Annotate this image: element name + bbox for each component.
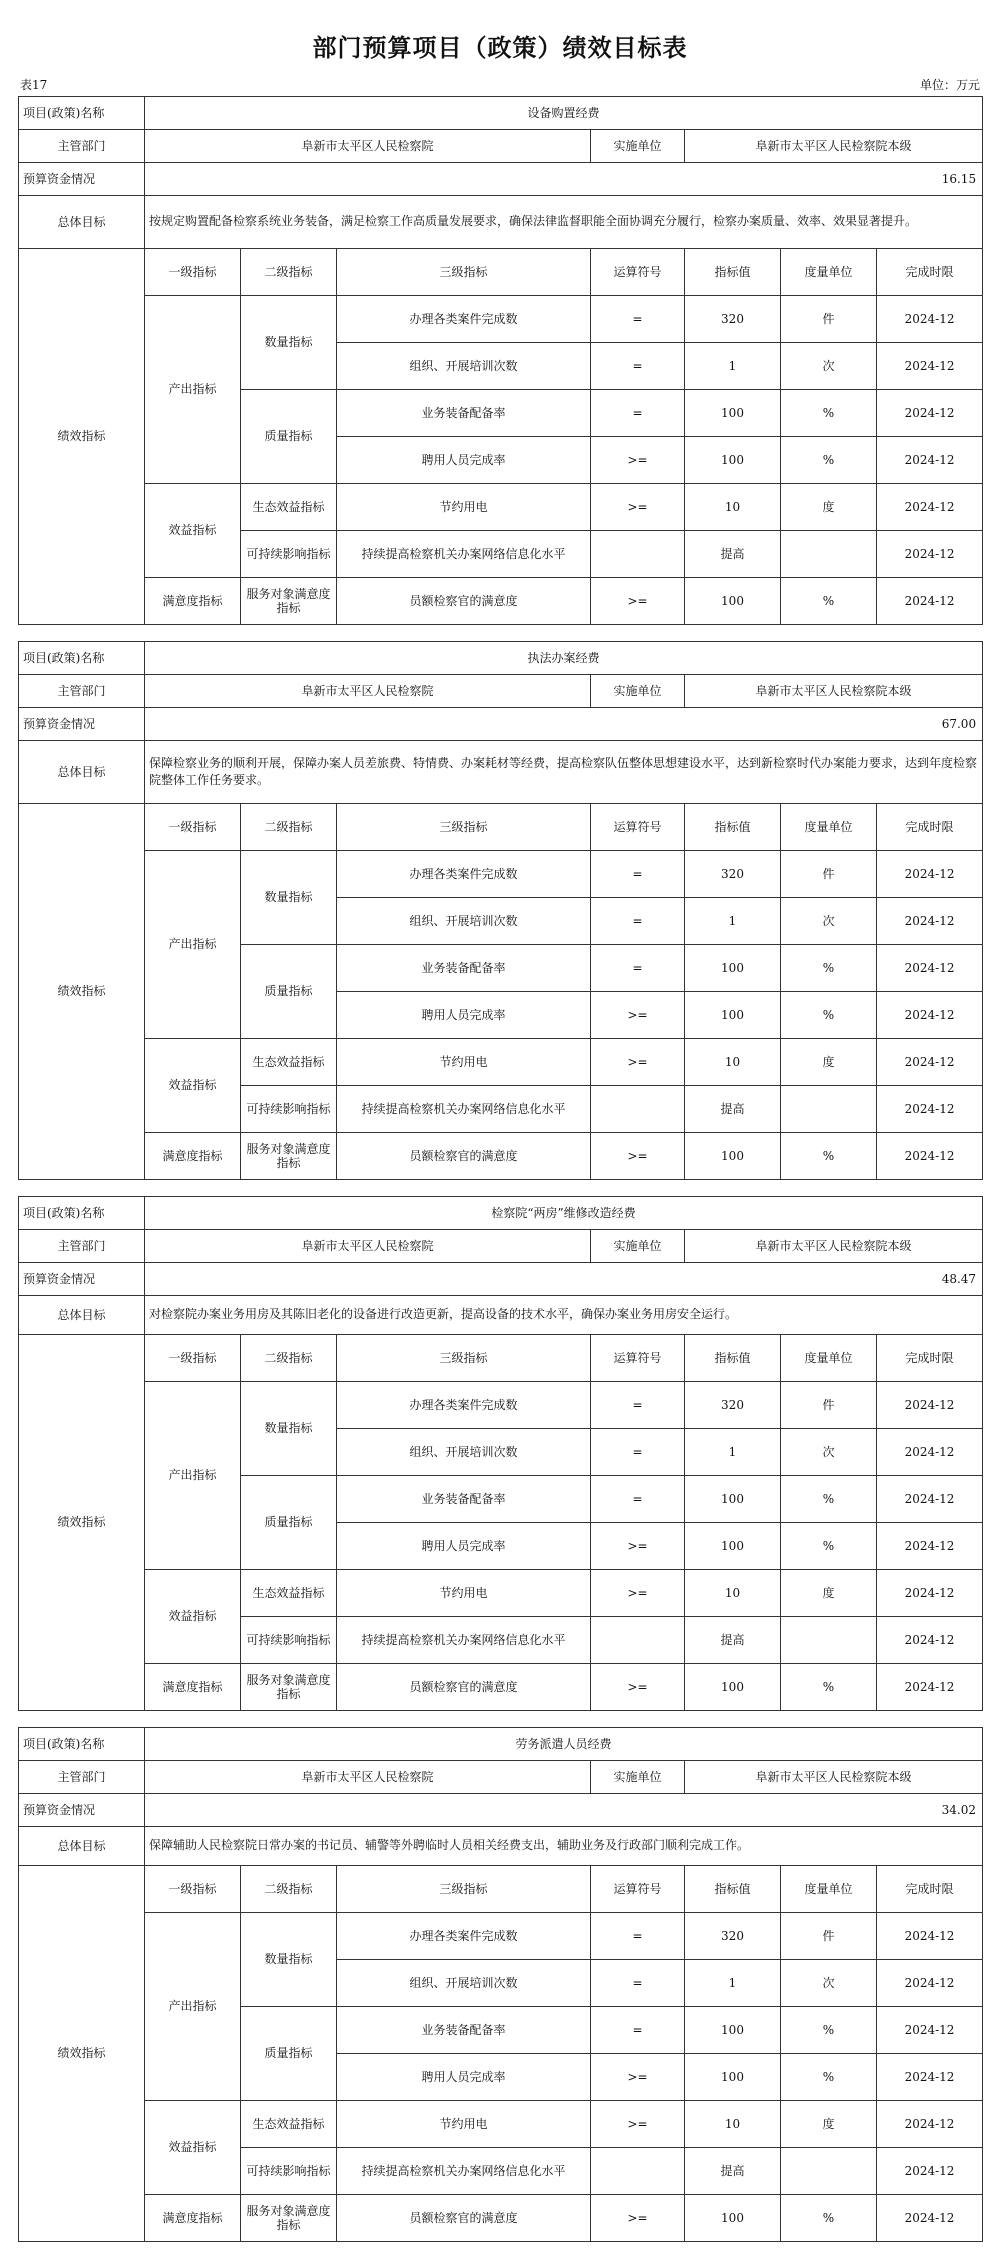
indicator-row bbox=[19, 1133, 983, 1180]
level3-indicator: 业务装备配备率 bbox=[337, 390, 591, 437]
operator-cell: >= bbox=[591, 1664, 685, 1711]
operator-cell: = bbox=[591, 898, 685, 945]
measure-unit-cell: % bbox=[781, 578, 877, 625]
level2-indicator: 服务对象满意度指标 bbox=[241, 2195, 337, 2242]
deadline-cell: 2024-12 bbox=[877, 898, 983, 945]
level3-indicator: 办理各类案件完成数 bbox=[337, 851, 591, 898]
level1-indicator: 效益指标 bbox=[145, 2101, 241, 2195]
level3-indicator: 聘用人员完成率 bbox=[337, 437, 591, 484]
level2-indicator: 质量指标 bbox=[241, 390, 337, 484]
project-name-value: 检察院“两房”维修改造经费 bbox=[145, 1197, 983, 1230]
operator-cell: >= bbox=[591, 1133, 685, 1180]
department-value: 阜新市太平区人民检察院 bbox=[145, 1230, 591, 1263]
level3-indicator: 员额检察官的满意度 bbox=[337, 1133, 591, 1180]
target-value-cell: 100 bbox=[685, 1523, 781, 1570]
indicator-row bbox=[19, 578, 983, 625]
level3-indicator: 节约用电 bbox=[337, 2101, 591, 2148]
operator-header: 运算符号 bbox=[591, 1866, 685, 1913]
level1-indicator: 产出指标 bbox=[145, 1913, 241, 2101]
overall-goal-row bbox=[19, 1827, 983, 1866]
page-title: 部门预算项目（政策）绩效目标表 bbox=[312, 33, 688, 62]
measure-unit-cell: % bbox=[781, 1476, 877, 1523]
indicator-header-row bbox=[19, 249, 983, 296]
budget-row bbox=[19, 1263, 983, 1296]
target-value-header: 指标值 bbox=[685, 1866, 781, 1913]
target-value-cell: 1 bbox=[685, 1960, 781, 2007]
project-name-row bbox=[19, 1197, 983, 1230]
level2-header: 二级指标 bbox=[241, 1335, 337, 1382]
operator-cell: = bbox=[591, 1960, 685, 2007]
target-value-cell: 100 bbox=[685, 1476, 781, 1523]
level3-indicator: 员额检察官的满意度 bbox=[337, 1664, 591, 1711]
deadline-cell: 2024-12 bbox=[877, 1960, 983, 2007]
budget-row bbox=[19, 163, 983, 196]
target-value-cell: 提高 bbox=[685, 531, 781, 578]
deadline-cell: 2024-12 bbox=[877, 1429, 983, 1476]
operator-cell: = bbox=[591, 851, 685, 898]
indicator-row bbox=[19, 1913, 983, 1960]
level2-indicator: 质量指标 bbox=[241, 1476, 337, 1570]
measure-unit-header: 度量单位 bbox=[781, 1866, 877, 1913]
level3-indicator: 办理各类案件完成数 bbox=[337, 1382, 591, 1429]
budget-value: 48.47 bbox=[145, 1263, 983, 1296]
budget-label: 预算资金情况 bbox=[19, 708, 145, 741]
department-row bbox=[19, 675, 983, 708]
budget-label: 预算资金情况 bbox=[19, 163, 145, 196]
deadline-cell: 2024-12 bbox=[877, 1086, 983, 1133]
department-value: 阜新市太平区人民检察院 bbox=[145, 675, 591, 708]
level2-indicator: 生态效益指标 bbox=[241, 1570, 337, 1617]
measure-unit-cell: % bbox=[781, 2007, 877, 2054]
operator-cell: = bbox=[591, 343, 685, 390]
target-value-cell: 320 bbox=[685, 296, 781, 343]
project-tables bbox=[18, 96, 982, 2258]
deadline-cell: 2024-12 bbox=[877, 531, 983, 578]
deadline-header: 完成时限 bbox=[877, 249, 983, 296]
target-value-cell: 100 bbox=[685, 578, 781, 625]
deadline-cell: 2024-12 bbox=[877, 1133, 983, 1180]
level3-indicator: 组织、开展培训次数 bbox=[337, 343, 591, 390]
project-name-row bbox=[19, 1728, 983, 1761]
operator-cell bbox=[591, 531, 685, 578]
target-value-cell: 提高 bbox=[685, 1617, 781, 1664]
overall-goal-row bbox=[19, 1296, 983, 1335]
level2-indicator: 生态效益指标 bbox=[241, 1039, 337, 1086]
operator-cell bbox=[591, 2148, 685, 2195]
deadline-cell: 2024-12 bbox=[877, 1913, 983, 1960]
performance-indicators-label: 绩效指标 bbox=[19, 1335, 145, 1711]
overall-goal-label: 总体目标 bbox=[19, 741, 145, 804]
operator-cell bbox=[591, 1617, 685, 1664]
deadline-cell: 2024-12 bbox=[877, 484, 983, 531]
operator-cell: >= bbox=[591, 578, 685, 625]
deadline-cell: 2024-12 bbox=[877, 437, 983, 484]
overall-goal-label: 总体目标 bbox=[19, 1296, 145, 1335]
target-value-cell: 320 bbox=[685, 1913, 781, 1960]
target-value-header: 指标值 bbox=[685, 804, 781, 851]
measure-unit-cell: 度 bbox=[781, 2101, 877, 2148]
target-value-cell: 100 bbox=[685, 992, 781, 1039]
overall-goal-text: 保障辅助人民检察院日常办案的书记员、辅警等外聘临时人员相关经费支出，辅助业务及行政部门顺利完成工作。 bbox=[145, 1827, 983, 1866]
measure-unit-cell: 度 bbox=[781, 1570, 877, 1617]
operator-cell: >= bbox=[591, 992, 685, 1039]
operator-cell bbox=[591, 1086, 685, 1133]
deadline-cell: 2024-12 bbox=[877, 343, 983, 390]
indicator-row bbox=[19, 296, 983, 343]
project-name-value: 劳务派遣人员经费 bbox=[145, 1728, 983, 1761]
measure-unit-cell bbox=[781, 1086, 877, 1133]
operator-cell: = bbox=[591, 390, 685, 437]
level3-header: 三级指标 bbox=[337, 1335, 591, 1382]
measure-unit-cell: 次 bbox=[781, 343, 877, 390]
level3-indicator: 聘用人员完成率 bbox=[337, 992, 591, 1039]
level1-indicator: 效益指标 bbox=[145, 1570, 241, 1664]
level3-indicator: 员额检察官的满意度 bbox=[337, 2195, 591, 2242]
executing-unit-value: 阜新市太平区人民检察院本级 bbox=[685, 130, 983, 163]
target-value-cell: 320 bbox=[685, 851, 781, 898]
target-value-cell: 100 bbox=[685, 945, 781, 992]
executing-unit-value: 阜新市太平区人民检察院本级 bbox=[685, 1761, 983, 1794]
deadline-cell: 2024-12 bbox=[877, 2007, 983, 2054]
measure-unit-cell: % bbox=[781, 2054, 877, 2101]
deadline-cell: 2024-12 bbox=[877, 851, 983, 898]
target-value-header: 指标值 bbox=[685, 249, 781, 296]
level2-indicator: 数量指标 bbox=[241, 851, 337, 945]
deadline-header: 完成时限 bbox=[877, 1866, 983, 1913]
level3-indicator: 员额检察官的满意度 bbox=[337, 578, 591, 625]
measure-unit-cell: % bbox=[781, 2195, 877, 2242]
level3-indicator: 聘用人员完成率 bbox=[337, 2054, 591, 2101]
operator-cell: >= bbox=[591, 2101, 685, 2148]
indicator-row bbox=[19, 484, 983, 531]
table-number: 表17 bbox=[20, 78, 48, 92]
operator-cell: >= bbox=[591, 437, 685, 484]
level3-indicator: 业务装备配备率 bbox=[337, 2007, 591, 2054]
indicator-row bbox=[19, 1039, 983, 1086]
deadline-cell: 2024-12 bbox=[877, 1523, 983, 1570]
measure-unit-header: 度量单位 bbox=[781, 804, 877, 851]
overall-goal-row bbox=[19, 196, 983, 249]
level2-indicator: 可持续影响指标 bbox=[241, 1086, 337, 1133]
level1-indicator: 产出指标 bbox=[145, 1382, 241, 1570]
overall-goal-text: 保障检察业务的顺利开展，保障办案人员差旅费、特情费、办案耗材等经费，提高检察队伍整体思想建设水平，达到新检察时代办案能力要求，达到年度检察院整体工作任务要求。 bbox=[145, 741, 983, 804]
level3-indicator: 组织、开展培训次数 bbox=[337, 898, 591, 945]
indicator-row bbox=[19, 1664, 983, 1711]
measure-unit-cell: % bbox=[781, 437, 877, 484]
measure-unit-cell: 次 bbox=[781, 1960, 877, 2007]
deadline-cell: 2024-12 bbox=[877, 1570, 983, 1617]
department-value: 阜新市太平区人民检察院 bbox=[145, 1761, 591, 1794]
level2-indicator: 可持续影响指标 bbox=[241, 2148, 337, 2195]
target-value-header: 指标值 bbox=[685, 1335, 781, 1382]
measure-unit-cell: 件 bbox=[781, 1382, 877, 1429]
department-label: 主管部门 bbox=[19, 1230, 145, 1263]
project-table bbox=[18, 96, 983, 625]
indicator-row bbox=[19, 851, 983, 898]
deadline-header: 完成时限 bbox=[877, 804, 983, 851]
overall-goal-row bbox=[19, 741, 983, 804]
target-value-cell: 320 bbox=[685, 1382, 781, 1429]
level3-indicator: 办理各类案件完成数 bbox=[337, 1913, 591, 1960]
overall-goal-text: 对检察院办案业务用房及其陈旧老化的设备进行改造更新，提高设备的技术水平，确保办案业务用房安全运行。 bbox=[145, 1296, 983, 1335]
level2-indicator: 服务对象满意度指标 bbox=[241, 1133, 337, 1180]
department-label: 主管部门 bbox=[19, 675, 145, 708]
level3-indicator: 业务装备配备率 bbox=[337, 945, 591, 992]
measure-unit-header: 度量单位 bbox=[781, 249, 877, 296]
executing-unit-value: 阜新市太平区人民检察院本级 bbox=[685, 1230, 983, 1263]
operator-cell: >= bbox=[591, 1570, 685, 1617]
budget-row bbox=[19, 1794, 983, 1827]
executing-unit-label: 实施单位 bbox=[591, 1230, 685, 1263]
executing-unit-label: 实施单位 bbox=[591, 675, 685, 708]
level3-indicator: 组织、开展培训次数 bbox=[337, 1429, 591, 1476]
measure-unit-cell: % bbox=[781, 390, 877, 437]
target-value-cell: 1 bbox=[685, 1429, 781, 1476]
level2-indicator: 可持续影响指标 bbox=[241, 1617, 337, 1664]
performance-indicators-label: 绩效指标 bbox=[19, 249, 145, 625]
operator-cell: = bbox=[591, 1382, 685, 1429]
indicator-row bbox=[19, 1570, 983, 1617]
project-table bbox=[18, 1727, 983, 2242]
department-value: 阜新市太平区人民检察院 bbox=[145, 130, 591, 163]
deadline-cell: 2024-12 bbox=[877, 390, 983, 437]
executing-unit-value: 阜新市太平区人民检察院本级 bbox=[685, 675, 983, 708]
level2-header: 二级指标 bbox=[241, 1866, 337, 1913]
executing-unit-label: 实施单位 bbox=[591, 1761, 685, 1794]
operator-cell: = bbox=[591, 1476, 685, 1523]
level3-indicator: 节约用电 bbox=[337, 1039, 591, 1086]
deadline-cell: 2024-12 bbox=[877, 2054, 983, 2101]
target-value-cell: 提高 bbox=[685, 2148, 781, 2195]
level2-indicator: 可持续影响指标 bbox=[241, 531, 337, 578]
operator-header: 运算符号 bbox=[591, 1335, 685, 1382]
deadline-cell: 2024-12 bbox=[877, 1617, 983, 1664]
level3-indicator: 业务装备配备率 bbox=[337, 1476, 591, 1523]
budget-value: 34.02 bbox=[145, 1794, 983, 1827]
target-value-cell: 100 bbox=[685, 2007, 781, 2054]
operator-cell: = bbox=[591, 945, 685, 992]
overall-goal-label: 总体目标 bbox=[19, 196, 145, 249]
level2-indicator: 数量指标 bbox=[241, 1382, 337, 1476]
performance-indicators-label: 绩效指标 bbox=[19, 804, 145, 1180]
operator-cell: = bbox=[591, 296, 685, 343]
deadline-cell: 2024-12 bbox=[877, 1476, 983, 1523]
operator-header: 运算符号 bbox=[591, 249, 685, 296]
level2-indicator: 服务对象满意度指标 bbox=[241, 1664, 337, 1711]
level3-indicator: 组织、开展培训次数 bbox=[337, 1960, 591, 2007]
level1-header: 一级指标 bbox=[145, 249, 241, 296]
performance-indicators-label: 绩效指标 bbox=[19, 1866, 145, 2242]
overall-goal-label: 总体目标 bbox=[19, 1827, 145, 1866]
deadline-cell: 2024-12 bbox=[877, 1664, 983, 1711]
indicator-header-row bbox=[19, 1335, 983, 1382]
measure-unit-cell bbox=[781, 531, 877, 578]
measure-unit-cell: 次 bbox=[781, 1429, 877, 1476]
deadline-cell: 2024-12 bbox=[877, 578, 983, 625]
measure-unit-cell bbox=[781, 2148, 877, 2195]
measure-unit-cell bbox=[781, 1617, 877, 1664]
deadline-cell: 2024-12 bbox=[877, 2101, 983, 2148]
deadline-cell: 2024-12 bbox=[877, 296, 983, 343]
level1-indicator: 效益指标 bbox=[145, 1039, 241, 1133]
level2-indicator: 生态效益指标 bbox=[241, 484, 337, 531]
level2-indicator: 数量指标 bbox=[241, 1913, 337, 2007]
level1-indicator: 满意度指标 bbox=[145, 1133, 241, 1180]
target-value-cell: 100 bbox=[685, 2054, 781, 2101]
measure-unit-header: 度量单位 bbox=[781, 1335, 877, 1382]
project-name-value: 设备购置经费 bbox=[145, 97, 983, 130]
level3-header: 三级指标 bbox=[337, 804, 591, 851]
overall-goal-text: 按规定购置配备检察系统业务装备，满足检察工作高质量发展要求，确保法律监督职能全面协调充分履行，检察办案质量、效率、效果显著提升。 bbox=[145, 196, 983, 249]
operator-cell: >= bbox=[591, 1523, 685, 1570]
project-name-label: 项目(政策)名称 bbox=[19, 97, 145, 130]
level3-indicator: 持续提高检察机关办案网络信息化水平 bbox=[337, 1086, 591, 1133]
level3-indicator: 办理各类案件完成数 bbox=[337, 296, 591, 343]
deadline-cell: 2024-12 bbox=[877, 2195, 983, 2242]
project-name-row bbox=[19, 642, 983, 675]
department-label: 主管部门 bbox=[19, 1761, 145, 1794]
measure-unit-cell: % bbox=[781, 1133, 877, 1180]
deadline-cell: 2024-12 bbox=[877, 2148, 983, 2195]
operator-cell: >= bbox=[591, 2054, 685, 2101]
project-name-value: 执法办案经费 bbox=[145, 642, 983, 675]
indicator-row bbox=[19, 1382, 983, 1429]
target-value-cell: 100 bbox=[685, 1133, 781, 1180]
level3-indicator: 持续提高检察机关办案网络信息化水平 bbox=[337, 2148, 591, 2195]
project-table bbox=[18, 1196, 983, 1711]
level1-indicator: 满意度指标 bbox=[145, 578, 241, 625]
level2-header: 二级指标 bbox=[241, 804, 337, 851]
operator-cell: = bbox=[591, 2007, 685, 2054]
department-label: 主管部门 bbox=[19, 130, 145, 163]
measure-unit-cell: 度 bbox=[781, 1039, 877, 1086]
target-value-cell: 10 bbox=[685, 2101, 781, 2148]
level3-indicator: 持续提高检察机关办案网络信息化水平 bbox=[337, 1617, 591, 1664]
target-value-cell: 10 bbox=[685, 1570, 781, 1617]
operator-cell: = bbox=[591, 1913, 685, 1960]
level2-indicator: 质量指标 bbox=[241, 2007, 337, 2101]
budget-label: 预算资金情况 bbox=[19, 1263, 145, 1296]
target-value-cell: 提高 bbox=[685, 1086, 781, 1133]
project-name-row bbox=[19, 97, 983, 130]
target-value-cell: 1 bbox=[685, 898, 781, 945]
level1-indicator: 效益指标 bbox=[145, 484, 241, 578]
measure-unit-cell: % bbox=[781, 945, 877, 992]
target-value-cell: 1 bbox=[685, 343, 781, 390]
budget-row bbox=[19, 708, 983, 741]
measure-unit-cell: % bbox=[781, 1523, 877, 1570]
project-name-label: 项目(政策)名称 bbox=[19, 1728, 145, 1761]
measure-unit-cell: 件 bbox=[781, 851, 877, 898]
indicator-header-row bbox=[19, 1866, 983, 1913]
unit-label: 单位：万元 bbox=[919, 78, 980, 92]
department-row bbox=[19, 1230, 983, 1263]
operator-cell: >= bbox=[591, 484, 685, 531]
level3-header: 三级指标 bbox=[337, 249, 591, 296]
deadline-cell: 2024-12 bbox=[877, 992, 983, 1039]
target-value-cell: 100 bbox=[685, 437, 781, 484]
measure-unit-cell: 件 bbox=[781, 1913, 877, 1960]
department-row bbox=[19, 1761, 983, 1794]
measure-unit-cell: 度 bbox=[781, 484, 877, 531]
level3-header: 三级指标 bbox=[337, 1866, 591, 1913]
level2-indicator: 数量指标 bbox=[241, 296, 337, 390]
target-value-cell: 100 bbox=[685, 390, 781, 437]
operator-cell: = bbox=[591, 1429, 685, 1476]
level1-indicator: 满意度指标 bbox=[145, 2195, 241, 2242]
level1-header: 一级指标 bbox=[145, 1866, 241, 1913]
operator-header: 运算符号 bbox=[591, 804, 685, 851]
target-value-cell: 10 bbox=[685, 484, 781, 531]
deadline-cell: 2024-12 bbox=[877, 1039, 983, 1086]
indicator-row bbox=[19, 2101, 983, 2148]
indicator-header-row bbox=[19, 804, 983, 851]
level1-indicator: 满意度指标 bbox=[145, 1664, 241, 1711]
level2-indicator: 生态效益指标 bbox=[241, 2101, 337, 2148]
level1-indicator: 产出指标 bbox=[145, 851, 241, 1039]
level2-header: 二级指标 bbox=[241, 249, 337, 296]
project-name-label: 项目(政策)名称 bbox=[19, 642, 145, 675]
executing-unit-label: 实施单位 bbox=[591, 130, 685, 163]
operator-cell: >= bbox=[591, 1039, 685, 1086]
level2-indicator: 质量指标 bbox=[241, 945, 337, 1039]
project-table bbox=[18, 641, 983, 1180]
budget-value: 16.15 bbox=[145, 163, 983, 196]
deadline-header: 完成时限 bbox=[877, 1335, 983, 1382]
indicator-row bbox=[19, 2195, 983, 2242]
level1-header: 一级指标 bbox=[145, 1335, 241, 1382]
budget-value: 67.00 bbox=[145, 708, 983, 741]
department-row bbox=[19, 130, 983, 163]
level1-indicator: 产出指标 bbox=[145, 296, 241, 484]
measure-unit-cell: % bbox=[781, 1664, 877, 1711]
deadline-cell: 2024-12 bbox=[877, 945, 983, 992]
level3-indicator: 节约用电 bbox=[337, 1570, 591, 1617]
level3-indicator: 聘用人员完成率 bbox=[337, 1523, 591, 1570]
deadline-cell: 2024-12 bbox=[877, 1382, 983, 1429]
level3-indicator: 持续提高检察机关办案网络信息化水平 bbox=[337, 531, 591, 578]
target-value-cell: 100 bbox=[685, 1664, 781, 1711]
target-value-cell: 100 bbox=[685, 2195, 781, 2242]
measure-unit-cell: 件 bbox=[781, 296, 877, 343]
budget-label: 预算资金情况 bbox=[19, 1794, 145, 1827]
target-value-cell: 10 bbox=[685, 1039, 781, 1086]
level2-indicator: 服务对象满意度指标 bbox=[241, 578, 337, 625]
project-name-label: 项目(政策)名称 bbox=[19, 1197, 145, 1230]
level1-header: 一级指标 bbox=[145, 804, 241, 851]
measure-unit-cell: % bbox=[781, 992, 877, 1039]
measure-unit-cell: 次 bbox=[781, 898, 877, 945]
level3-indicator: 节约用电 bbox=[337, 484, 591, 531]
operator-cell: >= bbox=[591, 2195, 685, 2242]
